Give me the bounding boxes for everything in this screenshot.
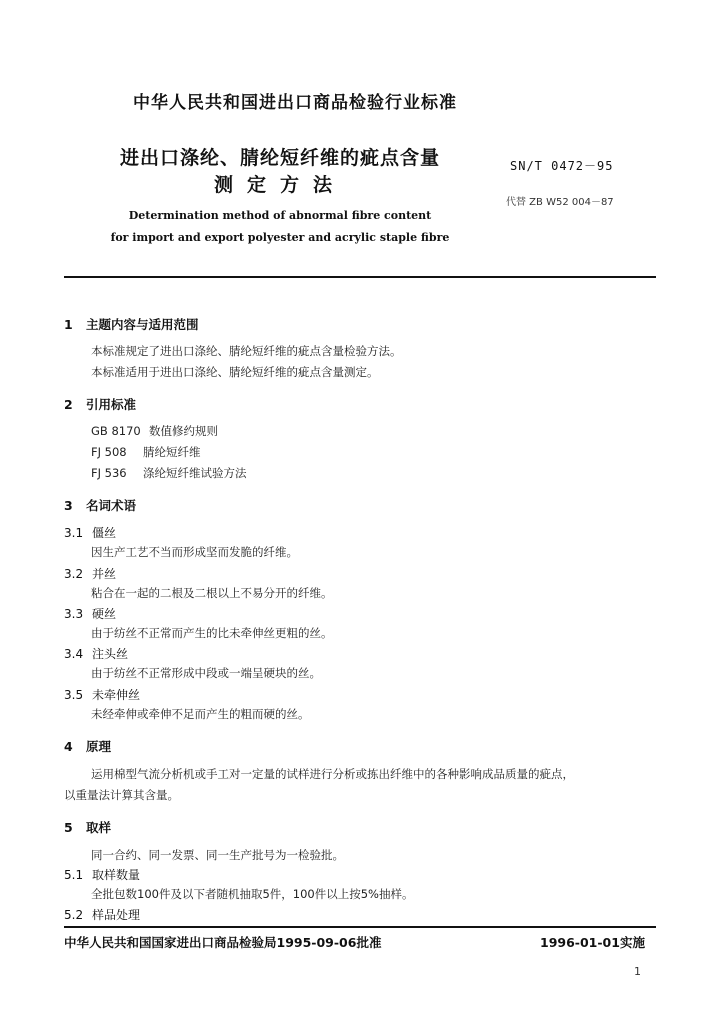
term-name: 僵丝 [92,526,117,540]
reference-item [91,444,201,460]
term-name: 注头丝 [92,647,129,661]
subsection-title: 取样数量 [92,868,141,882]
english-title-line2: for import and export polyester and acrylic staple fibre [110,231,450,244]
term-heading [64,524,116,541]
term-definition: 粘合在一起的二根及二根以上不易分开的纤维。 [91,586,333,600]
section-number: 3 [64,498,73,513]
section-number: 1 [64,317,73,332]
subsection-5-1-text: 全批包数100件及以下者随机抽取5件，100件以上按5%抽样。 [91,887,414,901]
section-4-heading [64,737,111,755]
section-title: 引用标准 [86,397,137,412]
section-5-heading [64,818,111,836]
term-number: 3.1 [64,526,84,540]
effective-date: 1996-01-01实施 [540,935,645,950]
replaces-note: 代替 ZB W52 004－87 [506,197,614,208]
footer-divider [64,926,656,928]
page-number: 1 [634,965,641,978]
section-title: 取样 [86,820,112,835]
section-title: 主题内容与适用范围 [86,317,199,332]
header-org-title: 中华人民共和国进出口商品检验行业标准 [133,93,457,113]
section-5-para-1: 同一合约、同一发票、同一生产批号为一检验批。 [91,848,344,862]
section-1-para-1: 本标准规定了进出口涤纶、腈纶短纤维的疵点含量检验方法。 [91,344,402,358]
term-number: 3.5 [64,688,84,702]
section-1-heading [64,315,199,333]
term-definition: 由于纺丝不正常而产生的比未牵伸丝更粗的丝。 [91,626,333,640]
subsection-5-1-heading [64,866,140,883]
section-2-heading [64,395,136,413]
term-heading [64,686,140,703]
section-number: 4 [64,739,73,754]
main-title-line2: 测定方法 [213,174,346,196]
term-name: 并丝 [92,567,117,581]
term-heading [64,605,116,622]
term-number: 3.4 [64,647,84,661]
term-definition: 由于纺丝不正常形成中段或一端呈硬块的丝。 [91,666,321,680]
term-heading [64,645,128,662]
term-definition: 因生产工艺不当而形成坚而发脆的纤维。 [91,545,298,559]
reference-title: 腈纶短纤维 [143,445,201,459]
section-3-heading [64,496,136,514]
term-name: 硬丝 [92,607,117,621]
approval-line: 中华人民共和国国家进出口商品检验局1995-09-06批准 [64,935,382,950]
section-4-para-1: 运用棉型气流分析机或手工对一定量的试样进行分析或拣出纤维中的各种影响成品质量的疵点， [91,767,574,781]
reference-item [91,465,247,481]
reference-code: FJ 508 [91,445,127,459]
section-4-para-2: 以重量法计算其含量。 [64,788,179,802]
term-name: 未牵伸丝 [92,688,141,702]
subsection-title: 样品处理 [92,908,141,922]
section-title: 原理 [86,739,112,754]
reference-title: 数值修约规则 [149,424,218,438]
section-number: 2 [64,397,73,412]
english-title-line1: Determination method of abnormal fibre content [128,209,432,222]
standard-code: SN/T 0472－95 [510,159,614,173]
term-number: 3.2 [64,567,84,581]
subsection-number: 5.2 [64,908,84,922]
term-number: 3.3 [64,607,84,621]
section-title: 名词术语 [86,498,137,513]
title-divider [64,276,656,278]
reference-code: GB 8170 [91,424,141,438]
subsection-number: 5.1 [64,868,84,882]
section-1-para-2: 本标准适用于进出口涤纶、腈纶短纤维的疵点含量测定。 [91,365,379,379]
term-heading [64,565,116,582]
main-title-line1: 进出口涤纶、腈纶短纤维的疵点含量 [119,147,440,169]
section-number: 5 [64,820,73,835]
reference-title: 涤纶短纤维试验方法 [143,466,247,480]
reference-item [91,423,218,439]
term-definition: 未经牵伸或牵伸不足而产生的粗而硬的丝。 [91,707,310,721]
subsection-5-2-heading [64,906,140,923]
reference-code: FJ 536 [91,466,127,480]
